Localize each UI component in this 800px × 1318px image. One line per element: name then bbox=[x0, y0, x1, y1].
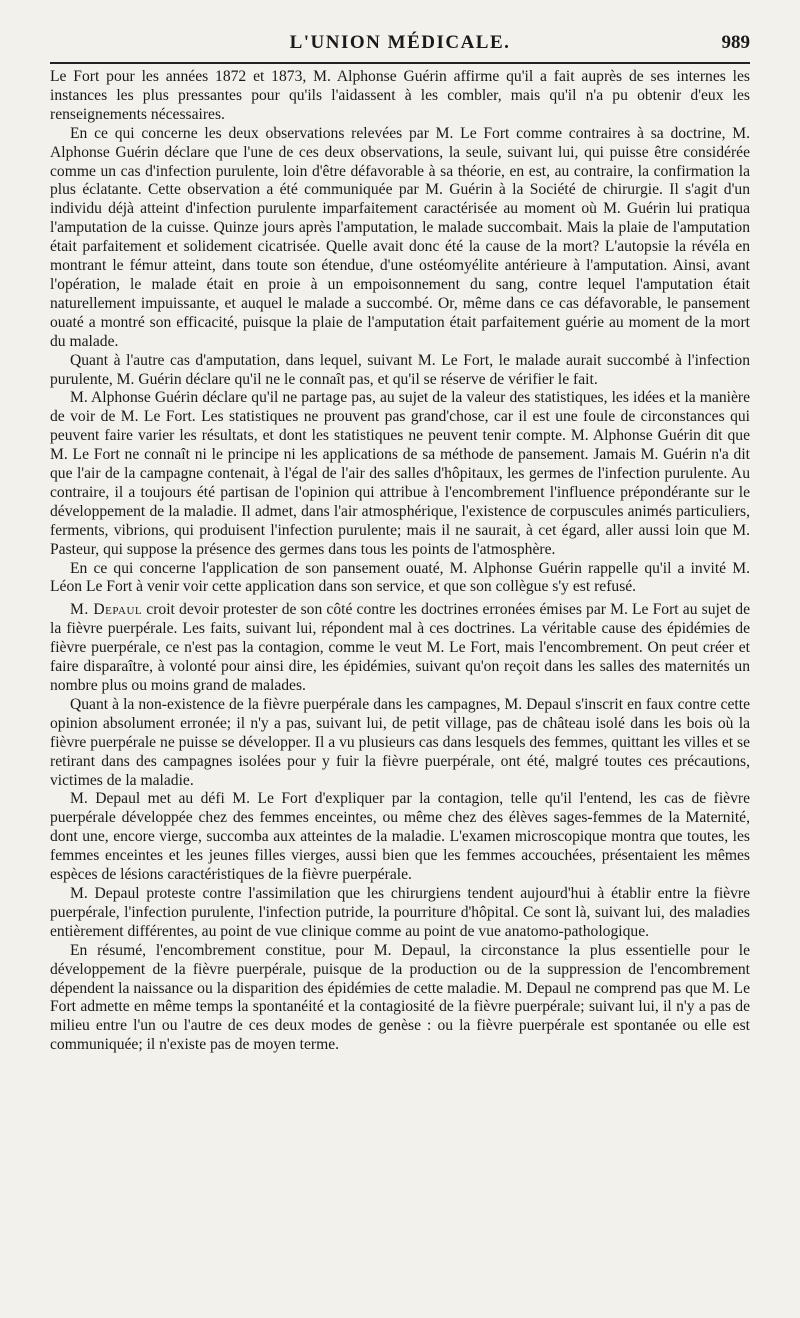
paragraph-7: Quant à la non-existence de la fièvre puerpérale dans les campagnes, M. Depaul s'inscrit en faux contre cette opinion absolument erronée; il n'y a pas, suivant lui, de petit village, pas de château isolé dans les bois où la fièvre puerpérale ne puisse se développer. Il a vu plusieurs cas dans lesquels des femmes, quittant les villes et se retirant dans des campagnes isolées pour y fuir la fièvre puerpérale, ont été, malgré toutes ces précautions, victimes de la maladie. bbox=[50, 695, 750, 789]
paragraph-6 bbox=[50, 601, 750, 696]
header-rule bbox=[50, 62, 750, 64]
page-number: 989 bbox=[721, 32, 750, 53]
paragraph-9: M. Depaul proteste contre l'assimilation que les chirurgiens tendent aujourd'hui à établir entre la fièvre puerpérale, l'infection purulente, l'infection putride, la pourriture d'hôpital. Ce sont là, suivant lui, des maladies entièrement différentes, au point de vue clinique comme au point de vue anatomo-pathologique. bbox=[50, 884, 750, 940]
paragraph-8: M. Depaul met au défi M. Le Fort d'expliquer par la contagion, telle qu'il l'entend, les cas de fièvre puerpérale développée chez des femmes enceintes, ou même chez des élèves sages-femmes de la Maternité, dont une, encore vierge, succomba aux atteintes de la maladie. L'examen microscopique montra que toutes, les femmes enceintes et les jeunes filles vierges, aussi bien que les femmes accouchées, présentaient les mêmes espèces de lésions caractéristiques de la fièvre puerpérale. bbox=[50, 790, 750, 884]
running-title: L'UNION MÉDICALE. bbox=[289, 32, 511, 53]
paragraph-1: Le Fort pour les années 1872 et 1873, M. Alphonse Guérin affirme qu'il a fait auprès de ses internes les instances les plus pressantes pour qu'ils l'aidassent à les combler, mais qu'il n'a pu obtenir d'eux les renseignements nécessaires. bbox=[50, 68, 750, 123]
article-body bbox=[50, 68, 750, 1055]
speaker-name: M. Depaul bbox=[70, 601, 143, 619]
paragraph-4: M. Alphonse Guérin déclare qu'il ne partage pas, au sujet de la valeur des statistiques, les idées et la manière de voir de M. Le Fort. Les statistiques ne prouvent pas grand'chose, car il est une foule de circonstances qui peuvent faire varier les résultats, et dont les statistiques ne peuvent tenir compte. M. Alphonse Guérin dit que M. Le Fort ne connaît ni le principe ni les applications de sa méthode de pansement. Jamais M. Guérin n'a dit que l'air de la campagne contenait, à l'égal de l'air des salles d'hôpitaux, les germes de l'infection purulente. Au contraire, il a toujours été partisan de l'opinion qui attribue à l'encombrement l'influence prépondérante sur le développement de la maladie. Il admet, dans l'air atmosphérique, l'existence de corpuscules animés particuliers, ferments, vibrions, qui produisent l'infection purulente; mais il ne saurait, à cet égard, aller aussi loin que M. Pasteur, qui suppose la présence des germes dans tous les points de l'atmosphère. bbox=[50, 389, 750, 558]
paragraph-3: Quant à l'autre cas d'amputation, dans lequel, suivant M. Le Fort, le malade aurait succombé à l'infection purulente, M. Guérin déclare qu'il ne le connaît pas, et qu'il se réserve de vérifier le fait. bbox=[50, 351, 750, 388]
paragraph-6-text: croit devoir protester de son côté contre les doctrines erronées émises par M. Le Fort au sujet de la fièvre puerpérale. Les faits, suivant lui, répondent mal à ces doctrines. La véritable cause des épidémies de fièvre puerpérale, ce n'est pas la contagion, comme le veut M. Le Fort, mais l'encombrement. On peut créer et faire disparaître, à volonté pour ainsi dire, les épidémies, suivant qu'on reçoit dans les salles des maternités un nombre plus ou moins grand de malades. bbox=[50, 601, 750, 694]
paragraph-10: En résumé, l'encombrement constitue, pour M. Depaul, la circonstance la plus essentielle pour le développement de la fièvre puerpérale, puisque de la production ou de la suppression de l'encombrement dépendent la naissance ou la disparition des épidémies de cette maladie. M. Depaul ne comprend pas que M. Le Fort admette en même temps la spontanéité et la contagiosité de la fièvre puerpérale; suivant lui, il n'y a pas de milieu entre l'un ou l'autre de ces deux modes de genèse : ou la fièvre puerpérale est spontanée ou elle est communiquée; il n'existe pas de moyen terme. bbox=[50, 941, 750, 1054]
page-header bbox=[50, 28, 750, 62]
paragraph-5: En ce qui concerne l'application de son pansement ouaté, M. Alphonse Guérin rappelle qu'il a invité M. Léon Le Fort à venir voir cette application dans son service, et que son collègue s'y est refusé. bbox=[50, 559, 750, 596]
paragraph-2: En ce qui concerne les deux observations relevées par M. Le Fort comme contraires à sa doctrine, M. Alphonse Guérin déclare que l'une de ces deux observations, la seule, suivant lui, qui puisse être considérée comme un cas d'infection purulente, loin d'être défavorable à sa théorie, en est, au contraire, la confirmation la plus éclatante. Cette observation a été communiquée par M. Guérin à la Société de chirurgie. Il s'agit d'un individu déjà atteint d'infection purulente imparfaitement caractérisée au moment où M. Guérin lui pratiqua l'amputation de la cuisse. Quinze jours après l'amputation, le malade succombait. Mais la plaie de l'amputation était parfaitement et solidement cicatrisée. Quelle avait donc été la cause de la mort? L'autopsie la révéla en montrant le fémur atteint, dans toute son étendue, d'une ostéomyélite antérieure à l'amputation. Ainsi, avant l'opération, le malade était en proie à un empoisonnement du sang, contre lequel l'amputation était naturellement impuissante, et auquel le malade a succombé. Or, même dans ce cas défavorable, le pansement ouaté a montré son efficacité, puisque la plaie de l'amputation était parfaitement guérie au moment de la mort du malade. bbox=[50, 124, 750, 350]
